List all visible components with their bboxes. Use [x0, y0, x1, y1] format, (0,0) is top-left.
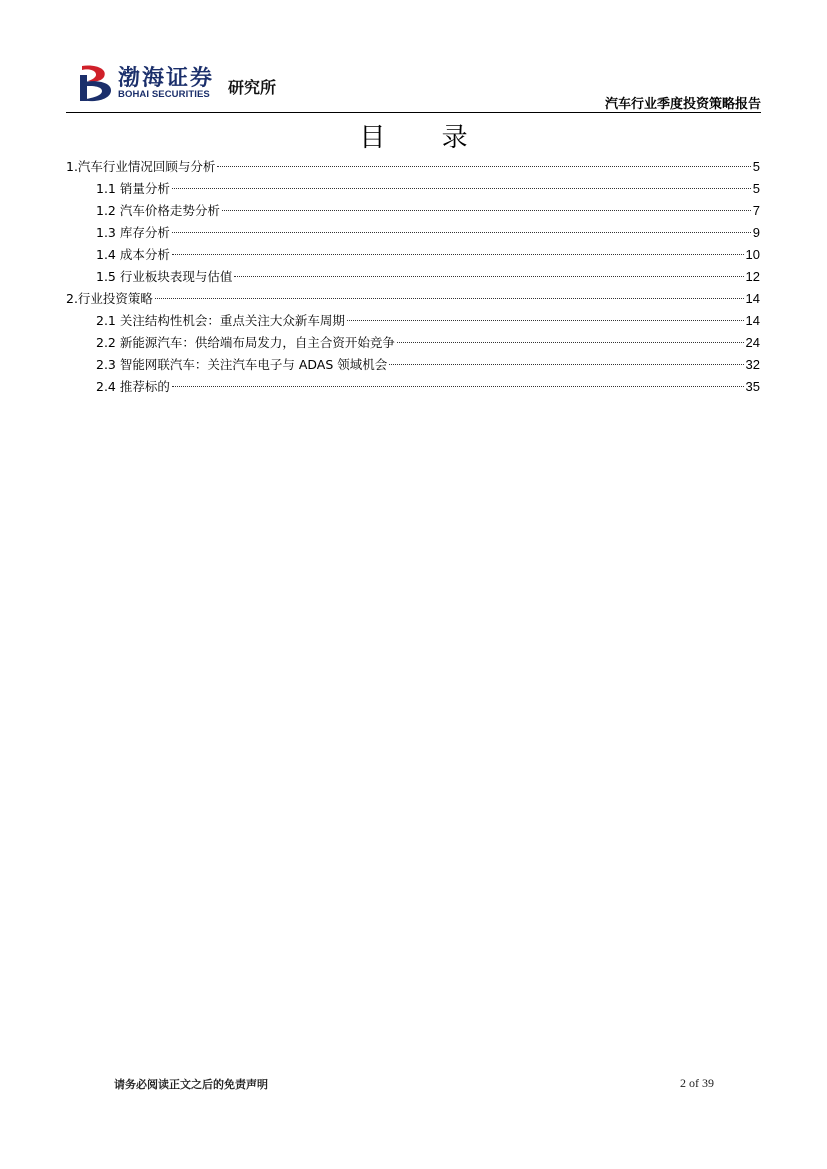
toc-entry-page: 35	[745, 379, 760, 394]
toc-leader-dots	[389, 364, 743, 365]
toc-entry-label: 2.行业投资策略	[66, 291, 153, 306]
toc-entry-label: 1.4 成本分析	[96, 247, 170, 262]
toc-entry-page: 14	[745, 291, 760, 306]
toc-leader-dots	[347, 320, 744, 321]
toc-entry-label: 2.1 关注结构性机会：重点关注大众新车周期	[96, 313, 345, 328]
toc-entry-page: 7	[752, 203, 760, 218]
toc-entry-label: 2.3 智能网联汽车：关注汽车电子与 ADAS 领域机会	[96, 357, 388, 372]
toc-entry-page: 24	[745, 335, 760, 350]
toc-entry[interactable]	[66, 332, 760, 354]
toc-leader-dots	[222, 210, 751, 211]
logo-institute: 研究所	[228, 78, 277, 97]
report-type: 汽车行业季度投资策略报告	[604, 97, 761, 112]
toc-entry[interactable]	[66, 222, 760, 244]
toc-entry-page: 10	[745, 247, 760, 262]
toc-entry-page: 12	[745, 269, 760, 284]
toc-entry-label: 1.1 销量分析	[96, 181, 170, 196]
logo-chinese-name: 渤海证券	[118, 65, 215, 91]
toc-entry[interactable]	[66, 266, 760, 288]
toc-entry-label: 2.4 推荐标的	[96, 379, 170, 394]
toc-leader-dots	[172, 254, 744, 255]
footer-page-number: 2 of 39	[680, 1076, 714, 1090]
toc-entry[interactable]	[66, 354, 760, 376]
toc-leader-dots	[172, 386, 744, 387]
toc-leader-dots	[172, 232, 751, 233]
logo-english-name: BOHAI SECURITIES	[118, 89, 210, 100]
toc-entry[interactable]	[66, 200, 760, 222]
toc-entry-label: 1.汽车行业情况回顾与分析	[66, 159, 216, 174]
toc-list	[66, 156, 760, 398]
toc-leader-dots	[172, 188, 751, 189]
bohai-logo-icon	[78, 63, 114, 103]
toc-title: 目 录	[359, 123, 492, 153]
toc-entry[interactable]	[66, 288, 760, 310]
toc-entry-page: 5	[752, 181, 760, 196]
header-divider	[66, 112, 761, 113]
company-logo	[78, 63, 298, 105]
toc-entry[interactable]	[66, 244, 760, 266]
footer-disclaimer: 请务必阅读正文之后的免责声明	[114, 1078, 268, 1091]
toc-entry-label: 2.2 新能源汽车：供给端布局发力，自主合资开始竞争	[96, 335, 395, 350]
toc-leader-dots	[397, 342, 744, 343]
toc-entry-page: 14	[745, 313, 760, 328]
toc-entry[interactable]	[66, 376, 760, 398]
toc-entry-label: 1.3 库存分析	[96, 225, 170, 240]
toc-entry-page: 9	[752, 225, 760, 240]
toc-leader-dots	[155, 298, 744, 299]
toc-entry-page: 5	[752, 159, 760, 174]
toc-entry-label: 1.2 汽车价格走势分析	[96, 203, 220, 218]
toc-leader-dots	[234, 276, 743, 277]
toc-entry[interactable]	[66, 178, 760, 200]
toc-entry-label: 1.5 行业板块表现与估值	[96, 269, 233, 284]
toc-leader-dots	[217, 166, 750, 167]
toc-entry-page: 32	[745, 357, 760, 372]
toc-entry[interactable]	[66, 310, 760, 332]
toc-entry[interactable]	[66, 156, 760, 178]
